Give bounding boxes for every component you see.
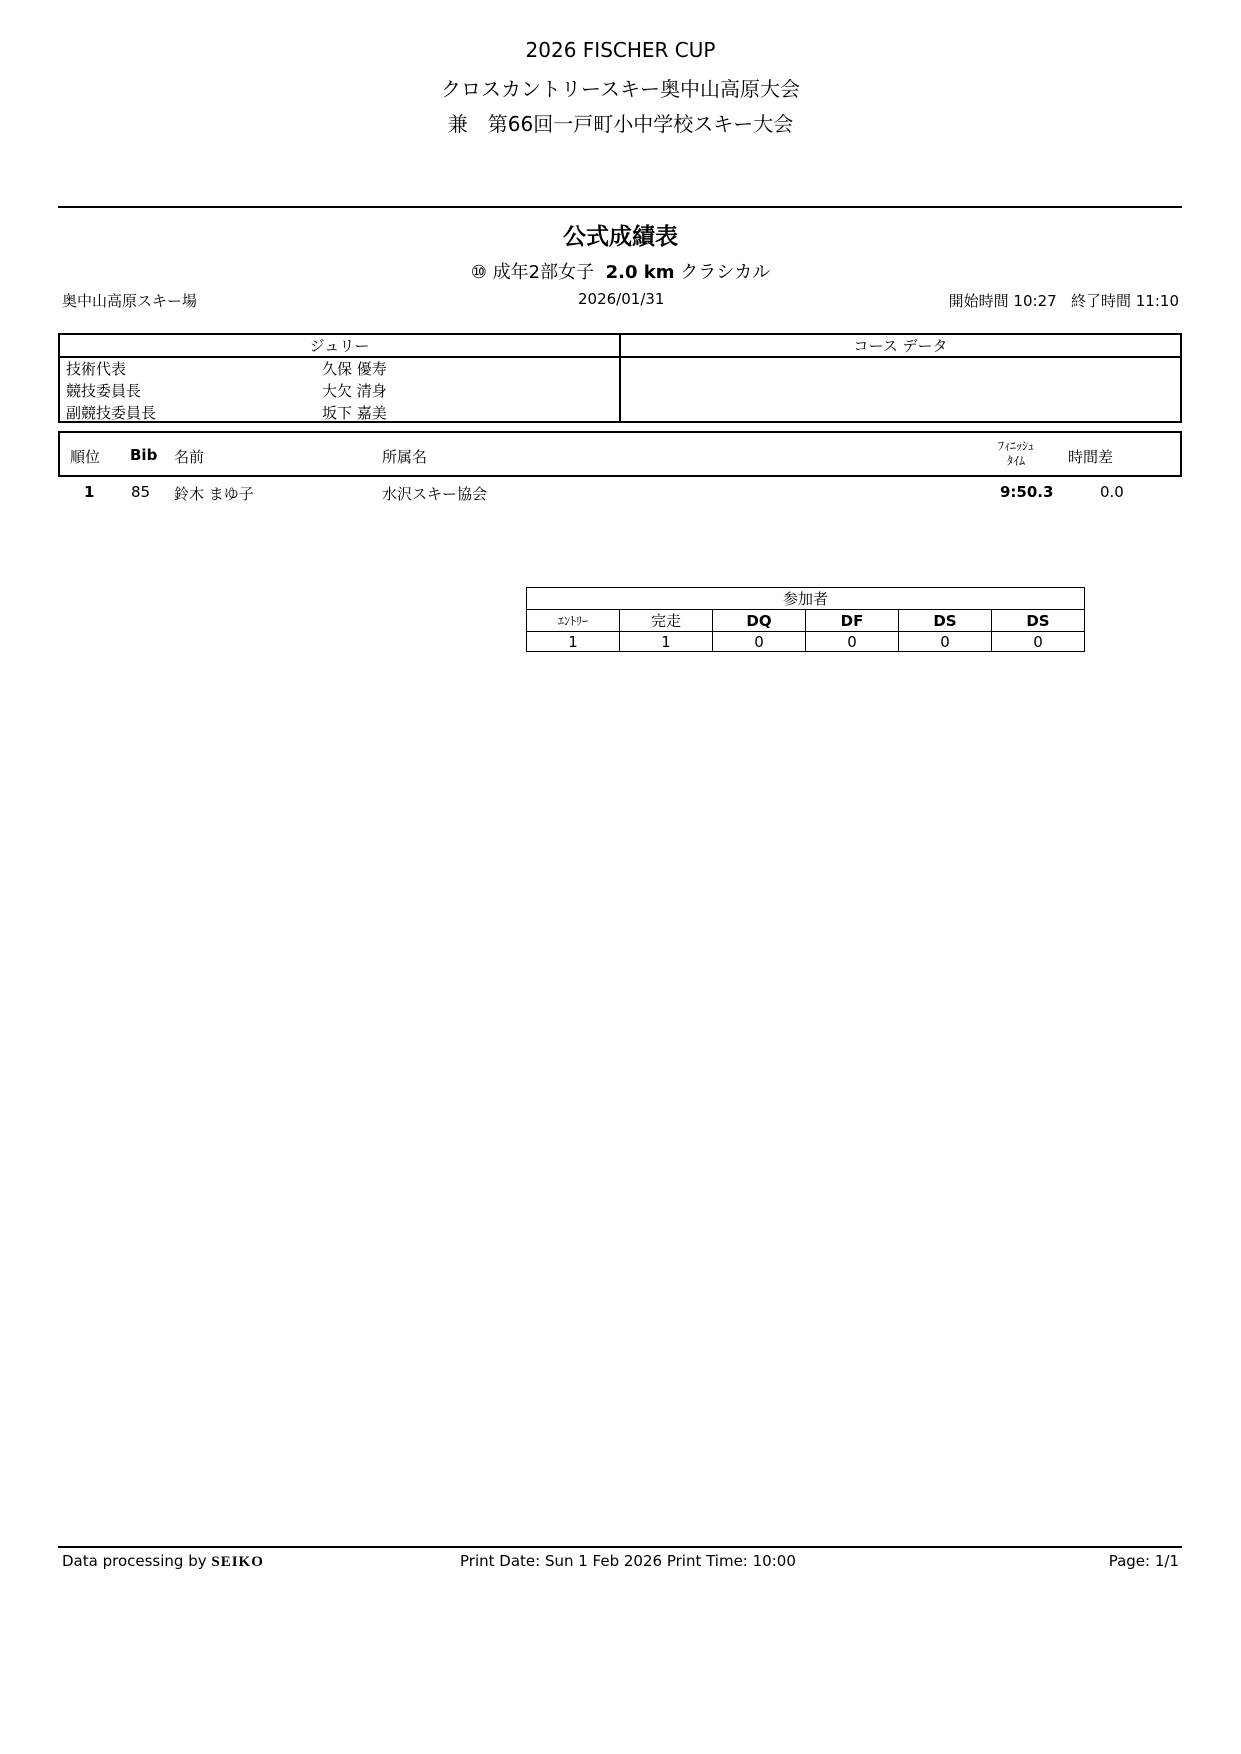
participants-value: 0 — [899, 632, 992, 652]
footer-rule — [58, 1546, 1182, 1548]
participants-header-finished: 完走 — [620, 610, 713, 632]
col-bib: Bib — [130, 446, 158, 464]
participants-header-ds: DS — [899, 610, 992, 632]
processing-credit — [62, 1552, 264, 1571]
participants-header-df: DF — [806, 610, 899, 632]
col-finish-time-line2: ﾀｲﾑ — [1006, 454, 1025, 468]
times — [949, 290, 1179, 311]
race-date: 2026/01/31 — [578, 290, 665, 308]
jury-role: 技術代表 — [66, 360, 127, 378]
jury-name: 大欠 清身 — [322, 382, 387, 400]
venue: 奥中山高原スキー場 — [62, 292, 198, 310]
jury-name: 久保 優寿 — [322, 360, 387, 378]
participants-table — [526, 587, 1085, 652]
result-bib: 85 — [131, 483, 151, 501]
participants-header-dq: DQ — [713, 610, 806, 632]
participants-header-ds-2: DS — [992, 610, 1085, 632]
jury-role: 副競技委員長 — [66, 404, 157, 422]
header-line-3: 兼 第66回一戸町小中学校スキー大会 — [447, 112, 794, 136]
page-number: Page: 1/1 — [1108, 1552, 1179, 1570]
start-label: 開始時間 — [948, 292, 1009, 310]
event-number: ⑩ — [470, 262, 487, 283]
jury-role: 競技委員長 — [66, 382, 142, 400]
seiko-logo: SEIKO — [211, 1554, 264, 1570]
result-time: 9:50.3 — [1000, 483, 1054, 501]
col-finish-time — [976, 439, 1056, 469]
end-time: 11:10 — [1135, 292, 1179, 310]
course-data-header: コース データ — [853, 337, 948, 355]
result-rank: 1 — [84, 483, 95, 501]
event-style: クラシカル — [680, 262, 771, 283]
participants-header-entry: ｴﾝﾄﾘｰ — [527, 610, 620, 632]
top-rule — [58, 206, 1182, 208]
jury-header: ジュリー — [309, 337, 370, 355]
participants-value: 0 — [713, 632, 806, 652]
participants-value: 1 — [527, 632, 620, 652]
participants-title: 参加者 — [527, 588, 1085, 610]
event-category: 成年2部女子 — [492, 262, 595, 283]
participants-value-row — [527, 632, 1085, 652]
start-time: 10:27 — [1013, 292, 1057, 310]
header-line-1: 2026 FISCHER CUP — [525, 38, 716, 62]
result-diff: 0.0 — [1100, 483, 1124, 501]
jury-header-rule — [58, 356, 1182, 358]
col-club: 所属名 — [382, 448, 428, 466]
print-info: Print Date: Sun 1 Feb 2026 Print Time: 10:00 — [460, 1552, 796, 1570]
doc-title: 公式成績表 — [563, 224, 678, 250]
header-line-2: クロスカントリースキー奥中山高原大会 — [441, 77, 800, 101]
participants-title-row — [527, 588, 1085, 610]
event-title — [0, 258, 1241, 284]
participants-value: 0 — [806, 632, 899, 652]
end-label: 終了時間 — [1070, 292, 1131, 310]
col-rank: 順位 — [70, 448, 101, 466]
col-diff: 時間差 — [1068, 448, 1114, 466]
result-name: 鈴木 まゆ子 — [174, 485, 254, 503]
participants-header-row — [527, 610, 1085, 632]
processing-label: Data processing by — [62, 1552, 207, 1570]
participants-value: 1 — [620, 632, 713, 652]
jury-name: 坂下 嘉美 — [322, 404, 387, 422]
col-finish-time-line1: ﾌｨﾆｯｼｭ — [997, 439, 1034, 453]
col-name: 名前 — [174, 448, 205, 466]
participants-value: 0 — [992, 632, 1085, 652]
result-club: 水沢スキー協会 — [382, 485, 488, 503]
event-distance: 2.0 km — [605, 262, 675, 283]
